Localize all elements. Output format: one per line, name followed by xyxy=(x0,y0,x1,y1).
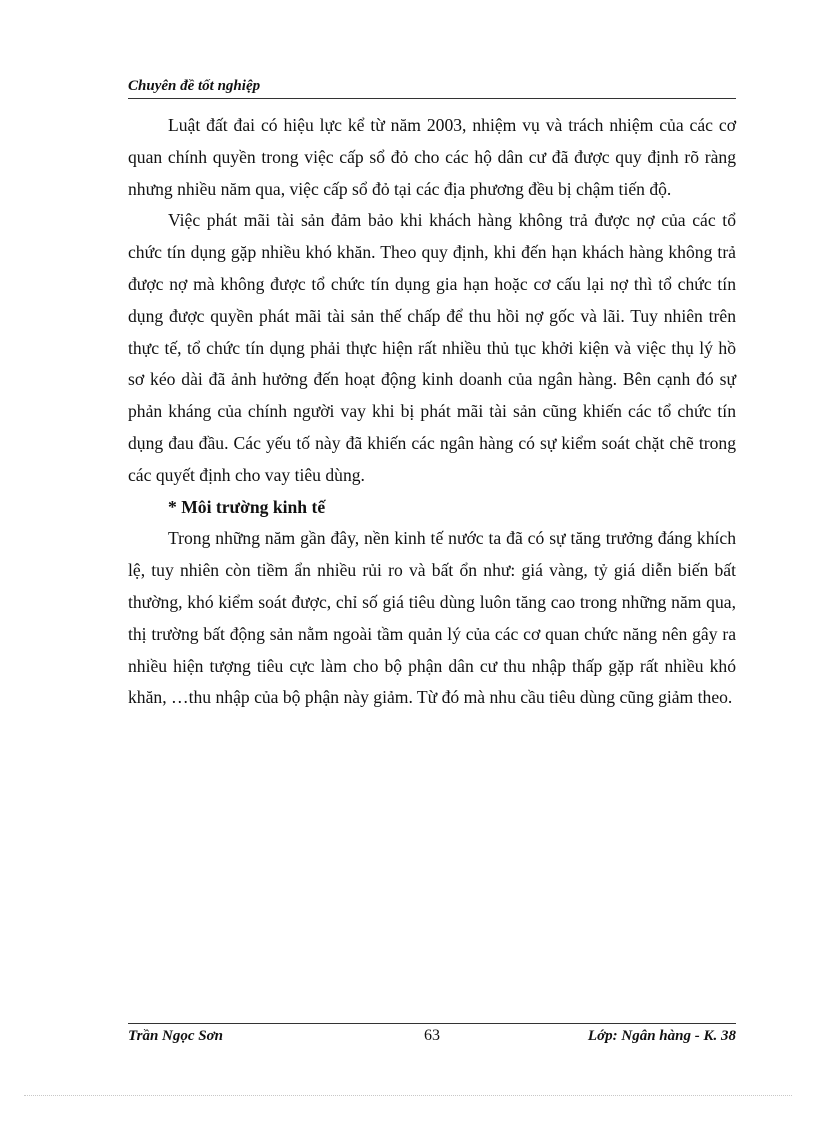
footer-author: Trần Ngọc Sơn xyxy=(128,1028,224,1044)
page-body xyxy=(128,110,736,714)
paragraph-asset-liquidation: Việc phát mãi tài sản đảm bảo khi khách hàng không trả được nợ của các tổ chức tín dụng gặp nhiều khó khăn. Theo quy định, khi đến hạn khách hàng không trả được nợ mà không được tổ chức tín dụng gia hạn hoặc cơ cấu lại nợ thì tổ chức tín dụng được quyền phát mãi tài sản thế chấp để thu hồi nợ gốc và lãi. Tuy nhiên trên thực tế, tổ chức tín dụng phải thực hiện rất nhiều thủ tục khởi kiện và việc thụ lý hồ sơ kéo dài đã ảnh hưởng đến hoạt động kinh doanh của ngân hàng. Bên cạnh đó sự phản kháng của chính người vay khi bị phát mãi tài sản cũng khiến các tổ chức tín dụng đau đầu. Các yếu tố này đã khiến các ngân hàng có sự kiểm soát chặt chẽ trong các quyết định cho vay tiêu dùng. xyxy=(128,210,736,485)
page-footer xyxy=(128,1023,736,1048)
page-bottom-divider xyxy=(24,1095,792,1096)
page-number: 63 xyxy=(424,1027,440,1044)
page-header xyxy=(128,76,736,99)
footer-class-info: Lớp: Ngân hàng - K. 38 xyxy=(587,1028,736,1044)
paragraph-economic-environment: Trong những năm gần đây, nền kinh tế nước ta đã có sự tăng trưởng đáng khích lệ, tuy nhiên còn tiềm ẩn nhiều rủi ro và bất ổn như: giá vàng, tỷ giá diễn biến bất thường, khó kiểm soát được, chỉ số giá tiêu dùng luôn tăng cao trong những năm qua, thị trường bất động sản nằm ngoài tầm quản lý của các cơ quan chức năng nên gây ra nhiều hiện tượng tiêu cực làm cho bộ phận dân cư thu nhập thấp gặp rất nhiều khó khăn, …thu nhập của bộ phận này giảm. Từ đó mà nhu cầu tiêu dùng cũng giảm theo. xyxy=(128,528,736,708)
header-title: Chuyên đề tốt nghiệp xyxy=(128,78,261,94)
section-heading-economic-environment: * Môi trường kinh tế xyxy=(168,496,326,517)
paragraph-land-law: Luật đất đai có hiệu lực kể từ năm 2003, nhiệm vụ và trách nhiệm của các cơ quan chính quyền trong việc cấp sổ đỏ cho các hộ dân cư đã được quy định rõ ràng nhưng nhiều năm qua, việc cấp sổ đỏ tại các địa phương đều bị chậm tiến độ. xyxy=(128,115,736,199)
